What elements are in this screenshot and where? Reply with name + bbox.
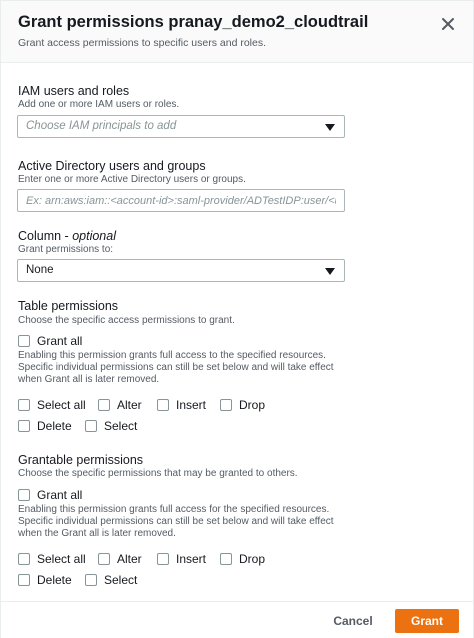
- column-value: None: [26, 264, 54, 276]
- checkbox-icon: [85, 420, 97, 432]
- checkbox-icon: [18, 399, 30, 411]
- iam-principals-select[interactable]: [17, 115, 345, 138]
- dialog-header: [1, 1, 473, 63]
- grantable-insert-label: Insert: [176, 552, 207, 566]
- checkbox-icon: [157, 553, 169, 565]
- checkbox-icon: [18, 574, 30, 586]
- checkbox-icon: [85, 574, 97, 586]
- checkbox-icon: [18, 420, 30, 432]
- grantable-alter-label: Alter: [117, 552, 142, 566]
- dialog-subtitle: Grant access permissions to specific users and roles.: [18, 37, 267, 49]
- checkbox-icon: [18, 553, 30, 565]
- table-permissions-label: Table permissions: [18, 299, 119, 313]
- table-select-all-label: Select all: [37, 398, 86, 412]
- grantable-select-label: Select: [104, 573, 138, 587]
- grantable-grant-all-note: Enabling this permission grants full access for the specified resources. Specific individual permissions can still be set below and will take effect when the Grant all is later removed.: [18, 504, 334, 539]
- checkbox-icon: [98, 399, 110, 411]
- checkbox-icon: [157, 399, 169, 411]
- ad-users-field: [17, 189, 345, 212]
- checkbox-icon: [220, 553, 232, 565]
- grantable-delete-label: Delete: [37, 573, 72, 587]
- table-drop-label: Drop: [239, 398, 266, 412]
- table-grant-all-label: Grant all: [37, 334, 83, 348]
- column-label-text: Column -: [18, 229, 73, 243]
- table-permissions-description: Choose the specific access permissions to grant.: [18, 315, 235, 326]
- ad-description: Enter one or more Active Directory users or groups.: [18, 174, 246, 185]
- grantable-grant-all-label: Grant all: [37, 488, 83, 502]
- grantable-permissions-description: Choose the specific permissions that may be granted to others.: [18, 468, 298, 479]
- checkbox-icon: [18, 335, 30, 347]
- grant-button[interactable]: Grant: [395, 609, 459, 633]
- dialog-title: Grant permissions pranay_demo2_cloudtrail: [18, 13, 369, 31]
- iam-placeholder: Choose IAM principals to add: [26, 120, 177, 132]
- grantable-select-all-label: Select all: [37, 552, 86, 566]
- ad-label: Active Directory users and groups: [18, 159, 206, 173]
- iam-description: Add one or more IAM users or roles.: [18, 99, 180, 110]
- table-delete-label: Delete: [37, 419, 72, 433]
- grantable-drop-label: Drop: [239, 552, 266, 566]
- table-alter-label: Alter: [117, 398, 142, 412]
- checkbox-icon: [18, 489, 30, 501]
- checkbox-icon: [220, 399, 232, 411]
- column-optional-text: optional: [72, 229, 116, 243]
- table-insert-label: Insert: [176, 398, 207, 412]
- column-description: Grant permissions to:: [18, 244, 114, 255]
- caret-down-icon: [325, 124, 335, 131]
- caret-down-icon: [325, 268, 335, 275]
- column-label: [18, 229, 116, 243]
- checkbox-icon: [98, 553, 110, 565]
- ad-users-input[interactable]: [18, 190, 344, 211]
- close-icon[interactable]: [439, 15, 457, 33]
- table-select-label: Select: [104, 419, 138, 433]
- grantable-permissions-label: Grantable permissions: [18, 453, 144, 467]
- column-select[interactable]: [17, 259, 345, 282]
- cancel-button[interactable]: Cancel: [333, 614, 373, 628]
- table-grant-all-note: Enabling this permission grants full access to the specified resources. Specific individual permissions can still be set below and will take effect when Grant all is later removed.: [18, 350, 334, 385]
- iam-label: IAM users and roles: [18, 84, 130, 98]
